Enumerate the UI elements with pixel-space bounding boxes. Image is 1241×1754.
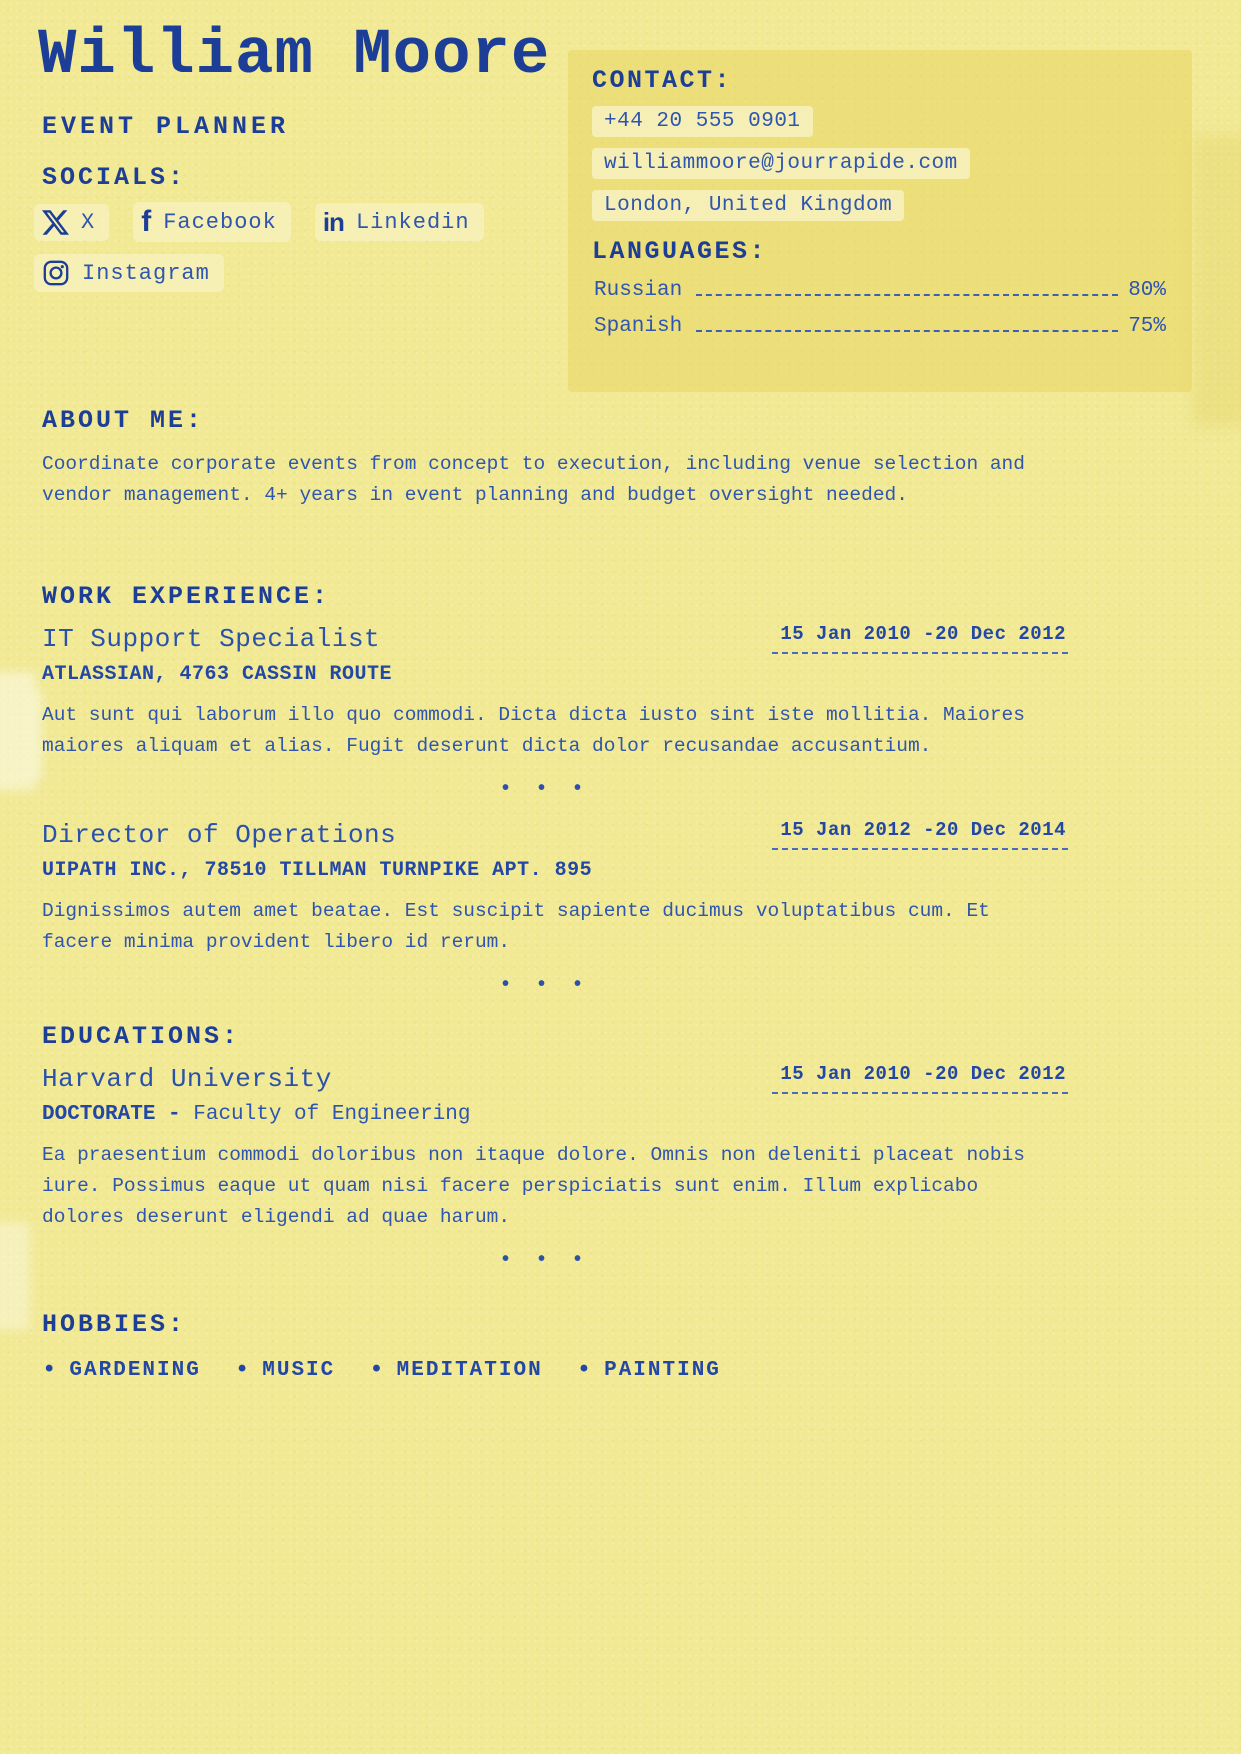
job-title: Director of Operations <box>42 820 397 850</box>
hobby-item <box>42 1356 201 1384</box>
about-text: Coordinate corporate events from concept to execution, including venue selection and vendor management. 4+ years in event planning and budget oversight needed. <box>42 453 1025 506</box>
about-heading: ABOUT ME: <box>42 406 205 435</box>
paper-texture-patch <box>0 672 36 790</box>
section-divider-dots: • • • <box>499 1249 590 1272</box>
job-entry <box>42 623 1068 762</box>
section-divider-dots: • • • <box>499 974 590 997</box>
education-section <box>42 1022 1068 1272</box>
contact-location: London, United Kingdom <box>592 190 904 221</box>
job-dates: 15 Jan 2012 -20 Dec 2014 <box>772 819 1068 850</box>
degree-faculty: Faculty of Engineering <box>193 1103 471 1126</box>
job-dates: 15 Jan 2010 -20 Dec 2012 <box>772 623 1068 654</box>
hobby-label: GARDENING <box>69 1359 201 1382</box>
school-name: Harvard University <box>42 1064 332 1094</box>
language-row <box>592 315 1168 338</box>
paper-texture-patch <box>1193 136 1241 426</box>
social-link-x[interactable] <box>34 204 109 241</box>
paper-texture-patch <box>0 1222 30 1330</box>
hobbies-list <box>42 1356 1068 1384</box>
job-entry <box>42 819 1068 958</box>
hobby-label: PAINTING <box>604 1359 721 1382</box>
social-link-facebook[interactable] <box>133 202 291 242</box>
socials-row <box>34 202 484 242</box>
social-label-instagram: Instagram <box>82 260 210 286</box>
bullet-icon: • <box>234 1356 250 1384</box>
linkedin-icon: in <box>322 207 344 237</box>
education-description: Ea praesentium commodi doloribus non itaque dolore. Omnis non deleniti placeat nobis iure. Possimus eaque ut quam nisi facere perspiciatis sunt enim. Illum explicabo dolores deserunt eligendi ad quae harum. <box>42 1144 1025 1228</box>
social-label-linkedin: Linkedin <box>355 209 470 235</box>
education-entry <box>42 1063 1068 1233</box>
job-company: ATLASSIAN, 4763 CASSIN ROUTE <box>42 663 393 686</box>
about-section <box>42 406 1068 511</box>
x-icon <box>42 209 69 236</box>
job-description: Aut sunt qui laborum illo quo commodi. Dicta dicta iusto sint iste mollitia. Maiores maiores aliquam et alias. Fugit deserunt dicta dolor recusandae accusantium. <box>42 704 1025 757</box>
section-divider-dots: • • • <box>499 778 590 801</box>
hobby-label: MUSIC <box>262 1359 336 1382</box>
instagram-icon <box>42 259 70 287</box>
language-level: 75% <box>1128 315 1166 338</box>
job-title: IT Support Specialist <box>42 624 381 654</box>
language-level: 80% <box>1128 279 1166 302</box>
hobby-item <box>369 1356 543 1384</box>
job-description: Dignissimos autem amet beatae. Est suscipit sapiente ducimus voluptatibus cum. Et facere minima provident libero id rerum. <box>42 900 990 953</box>
dotted-leader-line <box>696 330 1118 332</box>
language-name: Russian <box>594 279 683 302</box>
degree-type: DOCTORATE - <box>42 1103 181 1126</box>
job-role-subtitle: EVENT PLANNER <box>42 112 290 141</box>
contact-email: williammoore@jourrapide.com <box>592 148 970 179</box>
contact-heading: CONTACT: <box>592 66 733 95</box>
contact-panel <box>568 50 1192 392</box>
bullet-icon: • <box>576 1356 592 1384</box>
language-name: Spanish <box>594 315 683 338</box>
social-label-x: X <box>81 209 96 235</box>
hobby-item <box>576 1356 721 1384</box>
education-dates: 15 Jan 2010 -20 Dec 2012 <box>772 1063 1068 1094</box>
hobbies-heading: HOBBIES: <box>42 1310 187 1339</box>
work-experience-section <box>42 582 1068 997</box>
social-label-facebook: Facebook <box>163 209 277 235</box>
contact-phone: +44 20 555 0901 <box>592 106 813 137</box>
hobby-item <box>234 1356 336 1384</box>
socials-heading: SOCIALS: <box>42 163 187 192</box>
education-heading: EDUCATIONS: <box>42 1022 241 1051</box>
social-link-instagram[interactable] <box>34 254 224 292</box>
bullet-icon: • <box>42 1356 57 1384</box>
bullet-icon: • <box>369 1356 384 1384</box>
languages-heading: LANGUAGES: <box>592 237 768 266</box>
page-title: William Moore <box>38 20 551 92</box>
hobbies-section <box>42 1310 1068 1382</box>
dotted-leader-line <box>696 294 1118 296</box>
socials-row <box>34 254 224 292</box>
hobby-label: MEDITATION <box>396 1359 543 1382</box>
work-heading: WORK EXPERIENCE: <box>42 582 331 611</box>
job-company: UIPATH INC., 78510 TILLMAN TURNPIKE APT. 895 <box>42 859 593 882</box>
social-link-linkedin[interactable] <box>315 203 484 241</box>
facebook-icon: f <box>141 205 152 238</box>
language-row <box>592 279 1168 302</box>
